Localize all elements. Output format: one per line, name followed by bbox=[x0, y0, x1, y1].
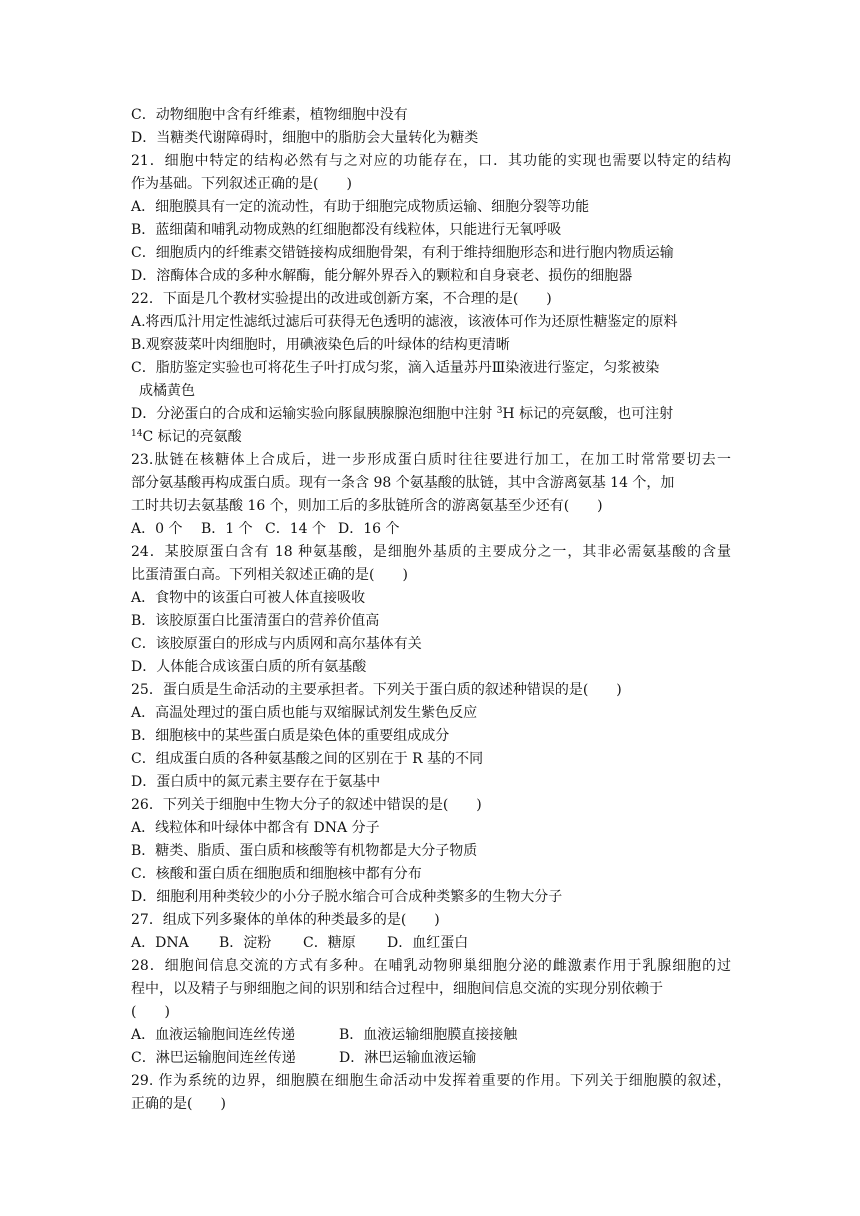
q20-option-d: D．当糖类代谢障碍时，细胞中的脂肪会大量转化为糖类 bbox=[131, 130, 479, 146]
q25-option-b: B．细胞核中的某些蛋白质是染色体的重要组成成分 bbox=[131, 728, 450, 744]
q28-option-c: C．淋巴运输胞间连丝传递 bbox=[131, 1050, 296, 1066]
q22-option-a: A.将西瓜汁用定性滤纸过滤后可获得无色透明的滤液，该液体可作为还原性糖鉴定的原料 bbox=[131, 314, 678, 330]
q26-option-c: C．核酸和蛋白质在细胞质和细胞核中都有分布 bbox=[131, 866, 422, 882]
q24-option-d: D．人体能合成该蛋白质的所有氨基酸 bbox=[131, 659, 367, 675]
q24-option-c: C．该胶原蛋白的形成与内质网和高尔基体有关 bbox=[131, 636, 422, 652]
q28-option-d: D．淋巴运输血液运输 bbox=[339, 1050, 477, 1066]
q27-option-c: C．糖原 bbox=[303, 935, 356, 951]
q27-option-d: D．血红蛋白 bbox=[387, 935, 469, 951]
q24-stem-line2: 比蛋清蛋白高。下列相关叙述正确的是( ) bbox=[131, 567, 408, 583]
q26-option-b: B．糖类、脂质、蛋白质和核酸等有机物都是大分子物质 bbox=[131, 843, 478, 859]
q28-option-b: B．血液运输细胞膜直接接触 bbox=[339, 1027, 518, 1043]
q22-option-d-text-c: C 标记的亮氨酸 bbox=[142, 429, 242, 445]
q28-option-a: A．血液运输胞间连丝传递 bbox=[131, 1027, 296, 1043]
q27-option-b: B．淀粉 bbox=[219, 935, 272, 951]
q26-option-d: D．细胞利用种类较少的小分子脱水缩合可合成种类繁多的生物大分子 bbox=[131, 889, 563, 905]
q25-option-d: D．蛋白质中的氮元素主要存在于氨基中 bbox=[131, 774, 381, 790]
q23-stem-line2: 部分氨基酸再构成蛋白质。现有一条含 98 个氨基酸的肽链，其中含游离氨基 14 个，加 bbox=[131, 475, 675, 491]
q28-options-row1 bbox=[131, 1024, 731, 1047]
question-text-body bbox=[131, 104, 731, 1116]
q29-stem-line2: 正确的是( ) bbox=[131, 1096, 226, 1112]
q29-stem-line1: 29. 作为系统的边界，细胞膜在细胞生命活动中发挥着重要的作用。下列关于细胞膜的叙述， bbox=[131, 1073, 731, 1089]
q28-stem-line2: 程中，以及精子与卵细胞之间的识别和结合过程中，细胞间信息交流的实现分别依赖于 bbox=[131, 981, 663, 997]
q27-stem: 27．组成下列多聚体的单体的种类最多的是( ) bbox=[131, 912, 440, 928]
q21-option-c: C．细胞质内的纤维素交错链接构成细胞骨架，有利于维持细胞形态和进行胞内物质运输 bbox=[131, 245, 674, 261]
q20-option-c: C．动物细胞中含有纤维素，植物细胞中没有 bbox=[131, 107, 408, 123]
q22-option-d-line2 bbox=[131, 426, 731, 449]
q23-option-d: D．16 个 bbox=[338, 521, 400, 537]
q21-option-d: D．溶酶体合成的多种水解酶，能分解外界吞入的颗粒和自身衰老、损伤的细胞器 bbox=[131, 268, 633, 284]
q24-option-b: B．该胶原蛋白比蛋清蛋白的营养价值高 bbox=[131, 613, 380, 629]
q22-stem: 22．下面是几个教材实验提出的改进或创新方案，不合理的是( ) bbox=[131, 291, 552, 307]
q23-stem-line1: 23.肽链在核糖体上合成后，进一步形成蛋白质时往往要进行加工，在加工时常常要切去一 bbox=[131, 452, 731, 468]
q22-option-d-text-a: D．分泌蛋白的合成和运输实验向豚鼠胰腺腺泡细胞中注射 bbox=[131, 406, 493, 422]
q22-option-b: B.观察菠菜叶肉细胞时，用碘液染色后的叶绿体的结构更清晰 bbox=[131, 337, 510, 353]
q22-option-d-line1 bbox=[131, 403, 731, 426]
q22-option-c-line1: C．脂肪鉴定实验也可将花生子叶打成匀浆，滴入适量苏丹Ⅲ染液进行鉴定，匀浆被染 bbox=[131, 360, 660, 376]
superscript-3: 3 bbox=[496, 406, 503, 416]
q23-stem-line3: 工时共切去氨基酸 16 个，则加工后的多肽链所含的游离氨基至少还有( ) bbox=[131, 498, 603, 514]
superscript-14: 14 bbox=[131, 429, 143, 439]
q24-option-a: A．食物中的该蛋白可被人体直接吸收 bbox=[131, 590, 366, 606]
q27-option-a: A．DNA bbox=[131, 935, 189, 951]
q28-stem-line3: ( ) bbox=[131, 1004, 170, 1020]
q21-option-b: B．蓝细菌和哺乳动物成熟的红细胞都没有线粒体，只能进行无氧呼吸 bbox=[131, 222, 562, 238]
q22-option-c-line2: 成橘黄色 bbox=[139, 383, 195, 399]
q24-stem-line1: 24．某胶原蛋白含有 18 种氨基酸，是细胞外基质的主要成分之一，其非必需氨基酸的含量 bbox=[131, 544, 731, 560]
q28-options-row2 bbox=[131, 1047, 731, 1070]
q22-option-d-text-b: H 标记的亮氨酸，也可注射 bbox=[502, 406, 674, 422]
q21-option-a: A．细胞膜具有一定的流动性，有助于细胞完成物质运输、细胞分裂等功能 bbox=[131, 199, 590, 215]
q23-option-b: B．1 个 bbox=[201, 521, 253, 537]
q25-option-a: A．高温处理过的蛋白质也能与双缩脲试剂发生紫色反应 bbox=[131, 705, 478, 721]
q25-option-c: C．组成蛋白质的各种氨基酸之间的区别在于 R 基的不同 bbox=[131, 751, 484, 767]
q21-stem-line2: 作为基础。下列叙述正确的是( ) bbox=[131, 176, 352, 192]
q26-option-a: A．线粒体和叶绿体中都含有 DNA 分子 bbox=[131, 820, 380, 836]
q28-stem-line1: 28．细胞间信息交流的方式有多种。在哺乳动物卵巢细胞分泌的雌激素作用于乳腺细胞的过 bbox=[131, 958, 731, 974]
q23-option-c: C．14 个 bbox=[265, 521, 326, 537]
q23-option-a: A．0 个 bbox=[131, 521, 183, 537]
q23-options bbox=[131, 518, 731, 541]
q27-options bbox=[131, 932, 731, 955]
q25-stem: 25．蛋白质是生命活动的主要承担者。下列关于蛋白质的叙述种错误的是( ) bbox=[131, 682, 622, 698]
q26-stem: 26．下列关于细胞中生物大分子的叙述中错误的是( ) bbox=[131, 797, 482, 813]
q21-stem-line1: 21．细胞中特定的结构必然有与之对应的功能存在，口．其功能的实现也需要以特定的结构 bbox=[131, 153, 731, 169]
